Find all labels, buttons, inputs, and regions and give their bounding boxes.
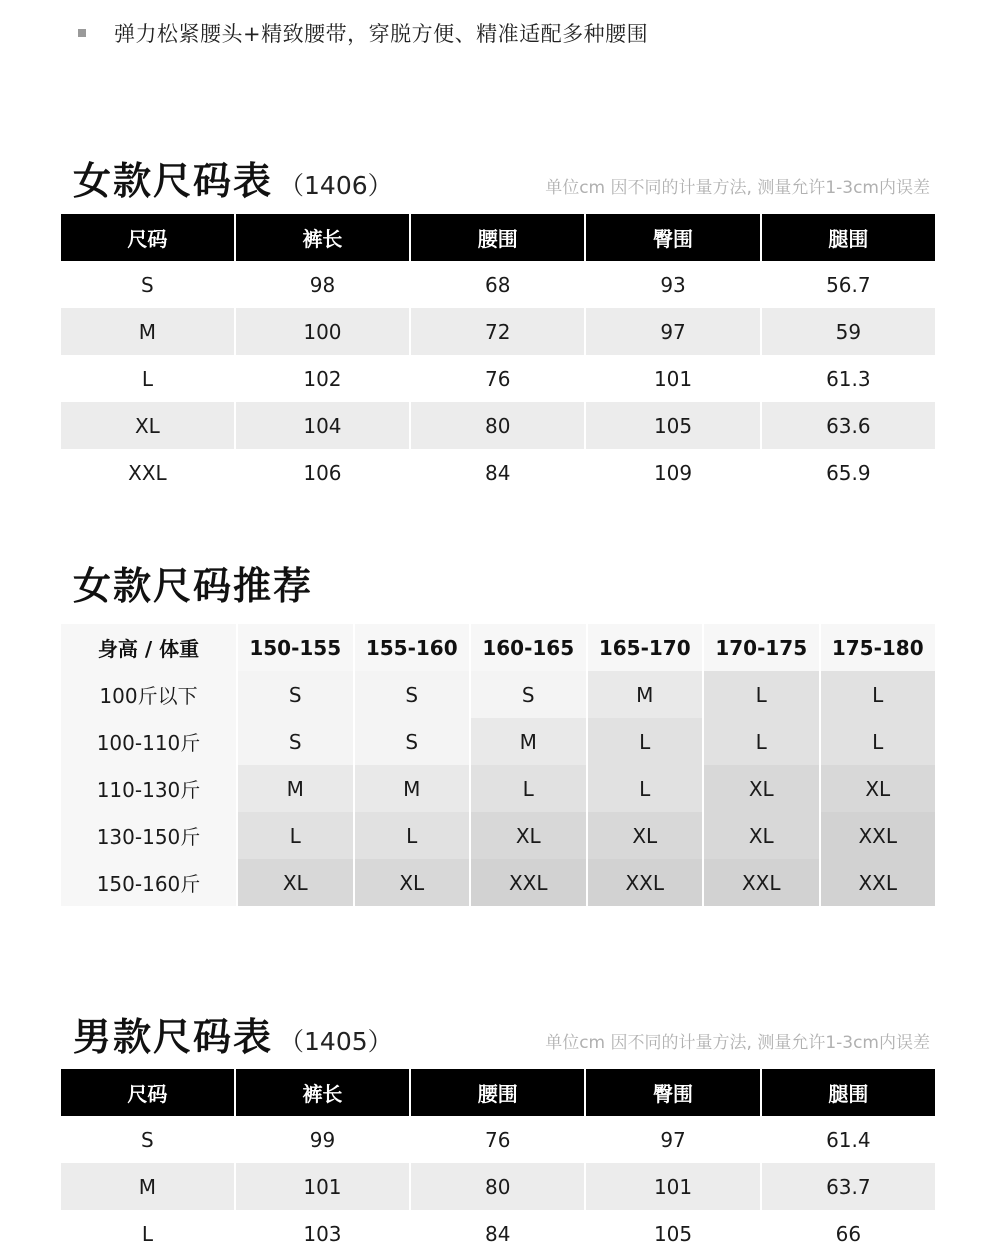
value-cell: 106 [303,460,342,485]
header-cell: 尺码 [61,1069,234,1116]
value-cell: 102 [303,366,342,391]
value-cell: 63.7 [762,1163,935,1210]
recommend-size-cell: L [588,718,703,765]
table-row [61,1116,935,1163]
bullet-square-icon [78,29,86,37]
weight-label-cell: 110-130斤 [61,765,236,812]
recommend-size-cell: M [588,671,703,718]
table-header-row [61,1069,935,1116]
women-recommend-title [73,555,313,610]
recommend-size-cell: L [704,718,819,765]
size-cell: XL [61,402,234,449]
header-cell: 腰围 [411,1069,584,1116]
recommend-size-cell: XXL [704,859,819,906]
value-cell: 105 [653,1221,693,1246]
header-cell: 臀围 [586,214,759,261]
height-header-cell: 170-175 [704,624,819,671]
table-row [61,355,935,402]
men-size-title-text: 男款尺码表 [73,1015,274,1059]
recommend-row [61,812,935,859]
recommend-row [61,671,935,718]
women-size-title-text: 女款尺码表 [73,159,274,203]
men-size-table [61,1069,935,1257]
feature-bullet [78,18,648,48]
weight-label-cell: 130-150斤 [61,812,236,859]
recommend-row [61,718,935,765]
value-cell: 84 [485,460,511,485]
recommend-size-cell: L [821,671,936,718]
value-cell: 101 [586,1163,759,1210]
recommend-size-cell: L [471,765,586,812]
weight-label-cell: 100斤以下 [61,671,236,718]
recommend-size-cell: XL [704,765,819,812]
recommend-row [61,765,935,812]
recommend-size-cell: L [238,812,353,859]
value-cell: 80 [411,1163,584,1210]
recommend-size-cell: S [355,718,470,765]
recommend-size-cell: XL [704,812,819,859]
table-row [61,1163,935,1210]
value-cell: 72 [411,308,584,355]
men-size-title [73,1006,393,1061]
recommend-size-cell: S [471,671,586,718]
header-cell: 腰围 [411,214,584,261]
recommend-size-cell: M [238,765,353,812]
value-cell: 65.9 [826,460,871,485]
height-header-cell: 175-180 [821,624,936,671]
recommend-size-cell: XXL [821,812,936,859]
recommend-size-cell: XL [588,812,703,859]
value-cell: 97 [660,1127,686,1152]
header-cell: 腿围 [762,214,935,261]
size-cell: M [61,1163,234,1210]
size-cell: M [61,308,234,355]
recommend-size-cell: L [355,812,470,859]
value-cell: 76 [485,366,511,391]
value-cell: 76 [485,1127,511,1152]
women-size-code: （1406） [279,171,393,200]
header-cell: 腿围 [762,1069,935,1116]
women-size-table [61,214,935,496]
men-size-note: 单位cm 因不同的计量方法, 测量允许1-3cm内误差 [545,1033,930,1053]
value-cell: 100 [236,308,409,355]
women-size-note: 单位cm 因不同的计量方法, 测量允许1-3cm内误差 [545,178,930,198]
value-cell: 101 [236,1163,409,1210]
recommend-size-cell: M [471,718,586,765]
height-header-cell: 160-165 [471,624,586,671]
table-row [61,308,935,355]
recommend-header-row [61,624,935,671]
recommend-size-cell: XXL [588,859,703,906]
value-cell: 97 [586,308,759,355]
recommend-size-cell: XXL [821,859,936,906]
recommend-size-cell: L [588,765,703,812]
corner-cell: 身高 / 体重 [61,624,236,671]
header-cell: 尺码 [61,214,234,261]
value-cell: 59 [762,308,935,355]
recommend-size-cell: M [355,765,470,812]
table-header-row [61,214,935,261]
recommend-size-cell: XXL [471,859,586,906]
value-cell: 105 [586,402,759,449]
size-cell: S [141,1127,154,1152]
value-cell: 56.7 [826,272,871,297]
height-header-cell: 150-155 [238,624,353,671]
weight-label-cell: 150-160斤 [61,859,236,906]
recommend-size-cell: XL [238,859,353,906]
feature-text: 弹力松紧腰头+精致腰带，穿脱方便、精准适配多种腰围 [114,22,649,46]
height-header-cell: 165-170 [588,624,703,671]
value-cell: 103 [303,1221,342,1246]
table-row [61,261,935,308]
recommend-size-cell: L [704,671,819,718]
recommend-size-cell: S [238,671,353,718]
header-cell: 臀围 [586,1069,759,1116]
value-cell: 68 [485,272,511,297]
recommend-size-cell: XL [355,859,470,906]
value-cell: 104 [236,402,409,449]
value-cell: 99 [309,1127,336,1152]
size-cell: S [141,272,154,297]
value-cell: 98 [309,272,336,297]
recommend-size-cell: XL [471,812,586,859]
recommend-size-cell: S [355,671,470,718]
header-cell: 裤长 [236,214,409,261]
size-cell: L [141,366,153,391]
height-header-cell: 155-160 [355,624,470,671]
value-cell: 84 [485,1221,511,1246]
header-cell: 裤长 [236,1069,409,1116]
value-cell: 61.3 [826,366,871,391]
table-row [61,402,935,449]
value-cell: 66 [835,1221,862,1246]
women-recommend-table [61,624,935,906]
table-row [61,449,935,496]
value-cell: 109 [653,460,693,485]
value-cell: 101 [653,366,693,391]
recommend-size-cell: XL [821,765,936,812]
weight-label-cell: 100-110斤 [61,718,236,765]
value-cell: 63.6 [762,402,935,449]
value-cell: 61.4 [826,1127,871,1152]
size-cell: L [141,1221,153,1246]
recommend-size-cell: L [821,718,936,765]
recommend-size-cell: S [238,718,353,765]
women-recommend-title-text: 女款尺码推荐 [73,564,314,608]
value-cell: 80 [411,402,584,449]
men-size-code: （1405） [279,1027,393,1056]
size-cell: XXL [128,460,167,485]
recommend-row [61,859,935,906]
women-size-title [73,150,393,205]
value-cell: 93 [660,272,686,297]
table-row [61,1210,935,1257]
